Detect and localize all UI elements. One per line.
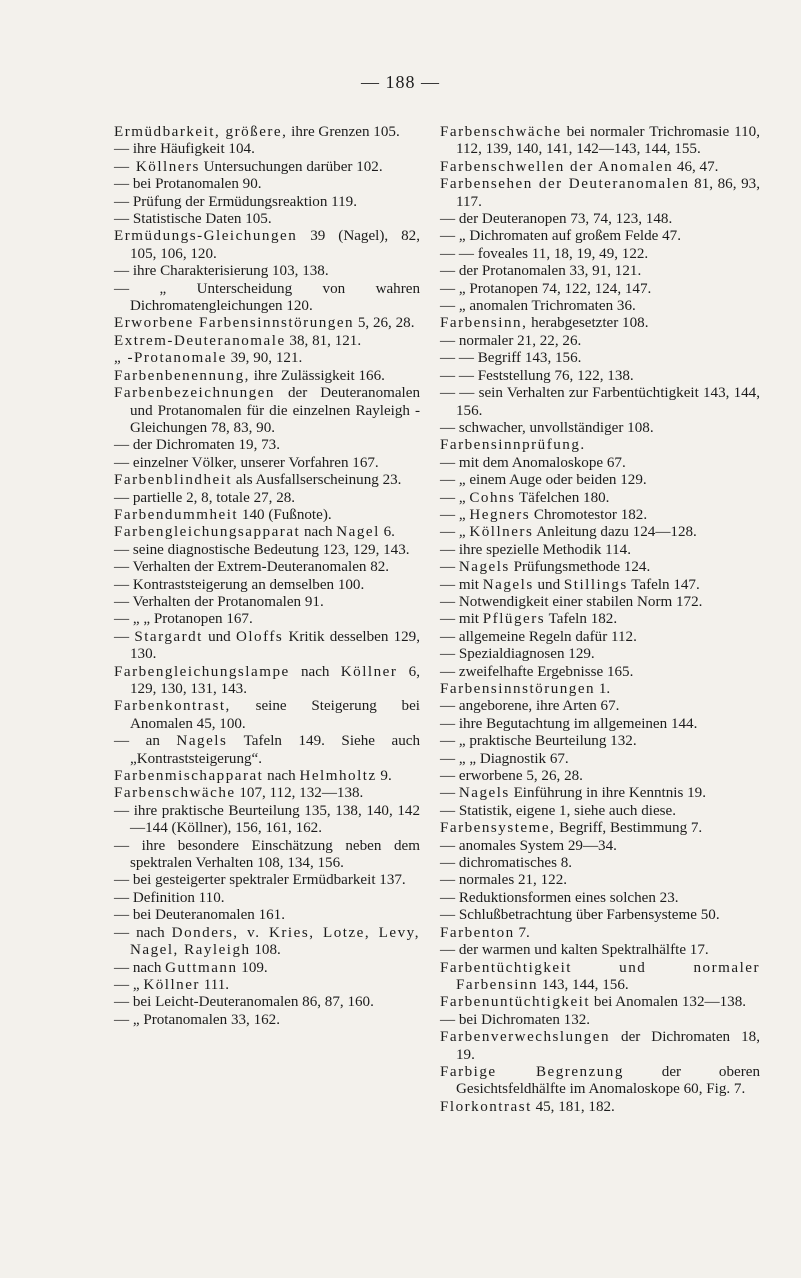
index-term: Ermüdbarkeit, größere, [114,124,288,140]
index-term: Farbenverwechslungen [440,1029,610,1046]
index-entry [114,385,420,437]
index-entry [440,855,760,872]
index-term: Farbenbezeichnungen [114,385,275,402]
index-text: herabgesetzter 108. [527,315,649,332]
index-term: Nagels [458,785,510,802]
index-entry [440,733,760,750]
index-term: Köllner [340,663,398,680]
index-text: — mit dem Anomaloskope 67. [440,454,626,471]
index-text: — „ einem Auge oder beiden 129. [440,472,647,489]
index-text: — normales 21, 122. [440,872,568,889]
index-term: Hegners [469,506,531,523]
index-entry [440,925,760,942]
index-term: Farbenschwellen der Anomalen [440,158,674,175]
index-text: — „ [440,489,470,506]
index-entry [440,890,760,907]
index-entry [440,124,760,159]
index-term: Erworbene Farbensinnstörungen [114,315,355,332]
index-entry [114,228,420,263]
index-term: Köllner [143,976,200,993]
index-entry [440,472,760,489]
index-entry [114,838,420,873]
index-text: — [440,785,459,802]
index-term: Köllners [469,524,534,541]
index-text: — anomales System 29—34. [440,837,617,854]
index-term: Farbensinnprüfung. [440,437,586,454]
index-entry [440,559,760,576]
index-term: Farbengleichungsapparat [114,524,301,541]
index-entry [440,1099,760,1116]
index-term: Farbenbenennung, [114,367,250,384]
index-text: — „ Dichromaten auf großem Felde 47. [440,228,682,245]
index-entry [440,872,760,889]
index-text: — Spezialdiagnosen 129. [440,646,595,663]
index-entry [114,263,420,280]
index-text: und [202,628,236,645]
index-text: — an [114,733,177,750]
index-entry [114,472,420,489]
index-entry [114,350,420,367]
index-text: — der warmen und kalten Spektralhälfte 17. [440,942,709,959]
index-text: — ihre besondere Einschätzung neben dem spektralen Verhalten 108, 134, 156. [114,837,420,872]
index-text: 107, 112, 132—138. [235,785,364,802]
index-entry [114,211,420,228]
index-text: als Ausfallserscheinung 23. [232,472,402,489]
index-text: Prüfungsmethode 124. [509,559,651,576]
index-term: Farbenschwäche [440,124,562,140]
index-term: „ -Protanomale [114,350,227,367]
index-column-right [440,124,760,1116]
index-entry [440,664,760,681]
index-entry [440,368,760,385]
index-entry [440,246,760,263]
index-entry [114,176,420,193]
index-text: — — foveales 11, 18, 19, 49, 122. [440,245,649,262]
index-text: — dichromatisches 8. [440,855,573,872]
index-entry [440,524,760,541]
index-text: seine Steigerung bei Anomalen 45, 100. [130,698,420,732]
index-text: Begriff, Bestimmung 7. [555,820,703,837]
index-term: Helmholtz [299,768,377,785]
index-entry [440,716,760,733]
index-entry [114,698,420,733]
index-entry [440,1064,760,1099]
index-term: Farbige Begrenzung [440,1063,624,1080]
index-text: nach [263,768,300,785]
index-text: — seine diagnostische Bedeutung 123, 129, 143. [114,541,410,558]
index-text: — „ Protanomalen 33, 162. [114,1011,281,1028]
index-text: nach [289,663,341,680]
index-text: — [114,628,135,645]
index-text: 38, 81, 121. [285,332,362,349]
index-text: — normaler 21, 22, 26. [440,332,582,349]
index-text: — angeborene, ihre Arten 67. [440,698,620,715]
index-text: — Verhalten der Protanomalen 91. [114,593,324,610]
index-entry [440,907,760,924]
index-text: Tafeln 147. [627,576,700,593]
index-entry [114,960,420,977]
index-text: Tafeln 149. Siehe auch „Kontraststeigerung“. [130,733,420,767]
index-text: — partielle 2, 8, totale 27, 28. [114,489,296,506]
index-term: Florkontrast [440,1098,532,1115]
index-entry [440,281,760,298]
index-entry [114,594,420,611]
index-entry [114,194,420,211]
page-number: — 188 — [361,72,440,92]
index-entry [440,960,760,995]
index-entry [114,803,420,838]
index-text: der Deuteranomalen und Protanomalen für die einzelnen Rayleigh - Gleichungen 78, 83, 90. [130,385,420,436]
index-entry [440,211,760,228]
index-term: Farbensinn, [440,315,528,332]
index-entry [440,455,760,472]
index-text: — ihre Begutachtung im allgemeinen 144. [440,715,698,732]
index-entry [114,785,420,802]
index-entry [440,228,760,245]
index-text: — [440,559,459,576]
index-text: 1. [595,681,611,697]
index-entry [440,159,760,176]
index-term: — Köllners [114,158,200,175]
index-text: — — sein Verhalten zur Farbentüchtigkeit 143, 144, 156. [440,385,760,419]
index-text: — ihre Häufigkeit 104. [114,141,255,158]
index-text: bei Anomalen 132—138. [590,994,747,1011]
index-entry [440,751,760,768]
index-term: Farbenschwäche [114,785,236,802]
index-text: — „ [440,524,470,541]
index-entry [114,1012,420,1029]
index-text: — „ praktische Beurteilung 132. [440,733,637,750]
index-entry [114,925,420,960]
index-entry [440,994,760,1011]
index-text: — ihre Charakterisierung 103, 138. [114,263,329,280]
index-term: Donders, v. Kries, Lotze, Levy, Nagel, Rayleigh [130,924,420,959]
index-text: 140 (Fußnote). [238,506,332,523]
index-entry [114,455,420,472]
index-entry [440,838,760,855]
index-term: Farbenuntüchtigkeit [440,994,591,1011]
index-text: — Prüfung der Ermüdungsreaktion 119. [114,193,357,210]
index-entry [440,785,760,802]
index-text: — — Begriff 143, 156. [440,350,582,367]
index-entry [440,611,760,628]
index-text: 45, 181, 182. [531,1098,615,1115]
index-text: — nach [114,924,172,941]
index-text: — erworbene 5, 26, 28. [440,768,583,785]
index-term: Ermüdungs-Gleichungen [114,228,298,245]
index-text: 6, 129, 130, 131, 143. [130,663,421,697]
index-entry [440,768,760,785]
index-text: 6. [379,524,395,541]
index-entry [440,698,760,715]
index-term: Guttmann [165,959,238,976]
index-entry [440,681,760,698]
index-entry [114,977,420,994]
index-term: Farbenmischapparat [114,768,264,785]
index-text: — bei Deuteranomalen 161. [114,907,286,924]
index-term: Farbenton [440,924,515,941]
index-text: — bei gesteigerter spektraler Ermüdbarkeit 137. [114,872,406,889]
index-text: — bei Protanomalen 90. [114,176,262,193]
index-entry [440,820,760,837]
index-entry [114,368,420,385]
index-text: 9. [376,768,392,785]
index-text: — allgemeine Regeln dafür 112. [440,628,637,645]
index-text: — der Deuteranopen 73, 74, 123, 148. [440,211,673,228]
index-term: Nagel [336,524,380,541]
index-entry [114,124,420,141]
index-entry [440,437,760,454]
index-text: — — Feststellung 76, 122, 138. [440,367,634,384]
index-text: — Schlußbetrachtung über Farbensysteme 50. [440,907,720,924]
index-entry [440,1012,760,1029]
index-entry [440,333,760,350]
index-text: — der Protanomalen 33, 91, 121. [440,263,642,280]
index-text: — Notwendigkeit einer stabilen Norm 172. [440,593,703,610]
index-entry [114,890,420,907]
index-term: Farbensinnstörungen [440,681,596,697]
index-text: 109. [237,959,268,976]
index-text: Anleitung dazu 124—128. [533,524,697,541]
index-entry [440,298,760,315]
index-entry [440,542,760,559]
index-entry [114,664,420,699]
index-text: — „ Unterscheidung von wahren Dichromatengleichungen 120. [114,280,420,315]
index-text: — „ anomalen Trichromaten 36. [440,298,636,315]
index-entry [440,594,760,611]
index-text: Chromotestor 182. [530,506,648,523]
index-entry [440,507,760,524]
index-text: — Kontraststeigerung an demselben 100. [114,576,365,593]
index-term: Cohns [469,489,516,506]
index-entry [114,994,420,1011]
index-text: — nach [114,959,166,976]
index-text: — „ Protanopen 74, 122, 124, 147. [440,280,652,297]
index-text: — bei Leicht-Deuteranomalen 86, 87, 160. [114,994,374,1011]
index-entry [114,437,420,454]
index-text: — ihre spezielle Methodik 114. [440,541,632,558]
index-entry [440,315,760,332]
index-text: Täfelchen 180. [515,489,610,506]
index-term: Stargardt [134,628,203,645]
index-text: — Definition 110. [114,889,225,906]
index-text: — ihre praktische Beurteilung 135, 138, 140, 142—144 (Köllner), 156, 161, 162. [114,802,420,837]
index-entry [440,577,760,594]
index-text: — „ „ Diagnostik 67. [440,750,569,767]
index-entry [114,490,420,507]
index-entry [114,281,420,316]
index-text: der Dichromaten 18, 19. [456,1029,760,1063]
index-text: ihre Zulässigkeit 166. [249,367,385,384]
index-text: — zweifelhafte Ergebnisse 165. [440,663,634,680]
index-text: Kritik desselben 129, 130. [130,628,421,663]
index-term: Farbensehen der Deuteranomalen [440,176,690,193]
index-term: Nagels [482,576,534,593]
index-entry [114,611,420,628]
index-entry [440,942,760,959]
index-text: — schwacher, unvollständiger 108. [440,419,654,436]
index-text: 108. [250,942,281,959]
index-entry [114,524,420,541]
index-term: Farbensysteme, [440,820,556,837]
index-term: Farbendummheit [114,506,239,523]
index-entry [114,577,420,594]
index-entry [114,768,420,785]
index-text: 7. [514,924,530,941]
index-entry [114,333,420,350]
index-entry [440,385,760,420]
index-text: 39 (Nagel), 82, 105, 106, 120. [130,228,420,262]
index-entry [114,733,420,768]
index-entry [114,559,420,576]
index-entry [440,176,760,211]
index-text: 5, 26, 28. [354,315,415,332]
index-text: — Statistik, eigene 1, siehe auch diese. [440,802,676,819]
index-text: Tafeln 182. [545,611,618,628]
index-entry [440,263,760,280]
index-term: Farbenkontrast, [114,698,231,715]
index-text: — einzelner Völker, unserer Vorfahren 167. [114,454,379,471]
index-text: 143, 144, 156. [538,976,629,993]
index-text: — Statistische Daten 105. [114,211,272,228]
index-entry [440,490,760,507]
index-entry [114,141,420,158]
index-text: — mit [440,611,483,628]
index-text: — „ [440,506,470,523]
index-term: Farbengleichungslampe [114,663,290,680]
index-term: Nagels [176,733,228,750]
index-term: Nagels [458,559,510,576]
index-entry [114,159,420,176]
index-text: — „ [114,976,144,993]
index-text: und [533,576,564,593]
index-entry [114,907,420,924]
index-text: 81, 86, 93, 117. [456,176,760,210]
index-text: — mit [440,576,483,593]
index-entry [440,350,760,367]
index-entry [114,542,420,559]
index-text: — bei Dichromaten 132. [440,1011,591,1028]
index-term: Oloffs [235,628,284,645]
index-text: ihre Grenzen 105. [287,124,400,140]
index-term: Pflügers [482,611,546,628]
index-text: 111. [199,976,230,993]
index-text: 46, 47. [673,158,719,175]
index-text: — Verhalten der Extrem-Deuteranomalen 82. [114,559,390,576]
index-text: — der Dichromaten 19, 73. [114,437,280,454]
index-text: Untersuchungen darüber 102. [199,158,383,175]
index-text: nach [300,524,337,541]
index-entry [114,315,420,332]
index-text: bei normaler Trichromasie 110, 112, 139, 140, 141, 142—143, 144, 155. [456,124,760,158]
index-entry [440,1029,760,1064]
index-entry [114,629,420,664]
index-column-left [114,124,420,1029]
index-text: 39, 90, 121. [226,350,303,367]
index-entry [440,646,760,663]
index-entry [440,629,760,646]
index-term: Farbenblindheit [114,472,233,489]
index-text: — „ „ Protanopen 167. [114,611,253,628]
index-entry [114,507,420,524]
index-term: Stillings [563,576,628,593]
index-text: der oberen Gesichtsfeldhälfte im Anomaloskope 60, Fig. 7. [456,1063,760,1098]
index-term: Farbentüchtigkeit und normaler Farbensinn [440,959,760,993]
index-text: Einführung in ihre Kenntnis 19. [509,785,706,802]
index-entry [114,872,420,889]
index-entry [440,420,760,437]
index-term: Extrem-Deuteranomale [114,332,286,349]
index-text: — Reduktionsformen eines solchen 23. [440,889,679,906]
index-entry [440,803,760,820]
